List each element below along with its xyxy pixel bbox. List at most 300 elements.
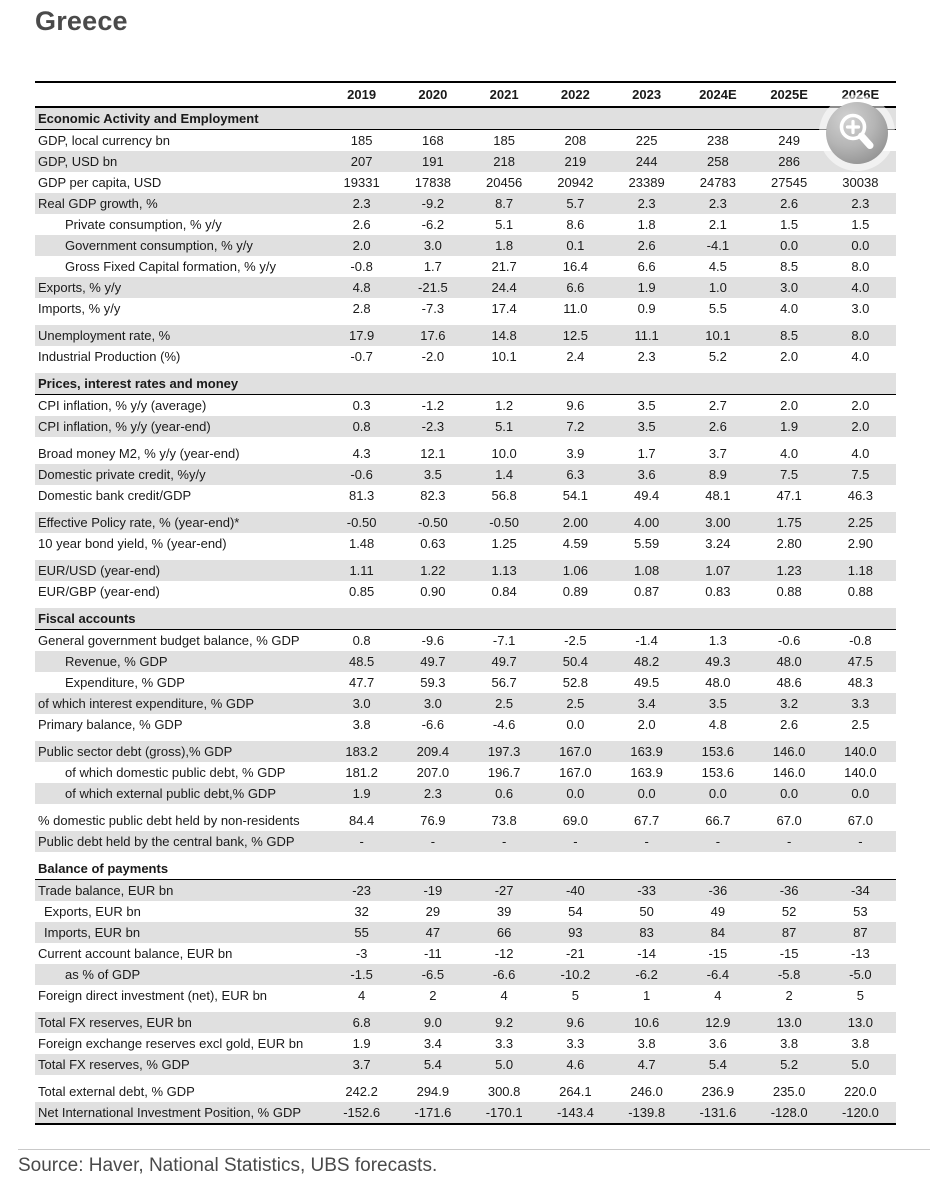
section-header-label: Economic Activity and Employment bbox=[35, 107, 896, 130]
value-cell: -6.6 bbox=[421, 717, 445, 732]
value-cell: -9.6 bbox=[421, 633, 445, 648]
row-label: as % of GDP bbox=[35, 964, 326, 985]
value-cell: 2.4 bbox=[566, 349, 585, 364]
statistics-table-container bbox=[35, 81, 896, 1125]
value-cell: 258 bbox=[682, 151, 753, 172]
value-cell: 8.5 bbox=[780, 259, 799, 274]
statistics-table bbox=[35, 81, 896, 1125]
value-cell: 3.8 bbox=[352, 717, 371, 732]
value-cell: -0.50 bbox=[397, 512, 468, 533]
value-cell: -6.2 bbox=[421, 217, 445, 232]
row-label: GDP, USD bn bbox=[35, 151, 326, 172]
value-cell: 67.0 bbox=[847, 813, 874, 828]
row-label: Imports, % y/y bbox=[38, 301, 121, 316]
section-header-label: Prices, interest rates and money bbox=[35, 373, 896, 395]
row-label: Exports, % y/y bbox=[35, 277, 326, 298]
value-cell: 87 bbox=[754, 922, 825, 943]
value-cell: 2.00 bbox=[540, 512, 611, 533]
value-cell: 0.0 bbox=[825, 783, 896, 804]
value-cell: 4.0 bbox=[780, 301, 799, 316]
value-cell: 1.25 bbox=[491, 536, 517, 551]
value-cell: 9.2 bbox=[469, 1012, 540, 1033]
header-spacer-cell bbox=[35, 82, 326, 107]
value-cell: 9.6 bbox=[566, 398, 585, 413]
value-cell: 30038 bbox=[842, 175, 879, 190]
value-cell: 4.0 bbox=[851, 446, 870, 461]
value-cell: 3.6 bbox=[611, 464, 682, 485]
value-cell: 1.23 bbox=[754, 560, 825, 581]
value-cell: 49.7 bbox=[397, 651, 468, 672]
row-label: Trade balance, EUR bn bbox=[35, 880, 326, 902]
value-cell: 197.3 bbox=[469, 741, 540, 762]
value-cell: 218 bbox=[469, 151, 540, 172]
value-cell: -6.4 bbox=[682, 964, 753, 985]
value-cell: 0.84 bbox=[491, 584, 517, 599]
value-cell: - bbox=[825, 831, 896, 852]
table-row bbox=[35, 1033, 896, 1054]
value-cell: 4.5 bbox=[708, 259, 727, 274]
value-cell: 3.5 bbox=[637, 398, 656, 413]
value-cell: 209.4 bbox=[397, 741, 468, 762]
value-cell: 0.8 bbox=[352, 633, 371, 648]
value-cell: 2.80 bbox=[776, 536, 802, 551]
value-cell: 1.9 bbox=[754, 416, 825, 437]
value-cell: -139.8 bbox=[611, 1102, 682, 1124]
value-cell: 1.07 bbox=[682, 560, 753, 581]
value-cell: 5.5 bbox=[708, 301, 727, 316]
value-cell: 2.0 bbox=[780, 398, 799, 413]
value-cell: 0.0 bbox=[611, 783, 682, 804]
value-cell: 3.5 bbox=[397, 464, 468, 485]
value-cell: 4.8 bbox=[326, 277, 397, 298]
table-row bbox=[35, 235, 896, 256]
table-row bbox=[35, 298, 896, 319]
year-header: 2022 bbox=[540, 82, 611, 107]
value-cell: -1.2 bbox=[421, 398, 445, 413]
table-row bbox=[35, 901, 896, 922]
value-cell: 2.7 bbox=[708, 398, 727, 413]
value-cell: -2.3 bbox=[397, 416, 468, 437]
value-cell: 5 bbox=[571, 988, 579, 1003]
value-cell: -0.8 bbox=[350, 259, 373, 274]
value-cell: 12.9 bbox=[682, 1012, 753, 1033]
value-cell: 0.88 bbox=[776, 584, 802, 599]
value-cell: 2.90 bbox=[847, 536, 874, 551]
value-cell: 1.4 bbox=[469, 464, 540, 485]
value-cell: 84 bbox=[682, 922, 753, 943]
value-cell: 2.0 bbox=[637, 717, 656, 732]
value-cell: 1.5 bbox=[780, 217, 799, 232]
value-cell: 13.0 bbox=[754, 1012, 825, 1033]
value-cell: 69.0 bbox=[562, 813, 589, 828]
value-cell: 13.0 bbox=[825, 1012, 896, 1033]
magnifier-plus-icon bbox=[826, 102, 888, 164]
value-cell: -0.7 bbox=[350, 349, 373, 364]
value-cell: 53 bbox=[853, 904, 868, 919]
row-label: % domestic public debt held by non-residents bbox=[38, 813, 300, 828]
value-cell: 39 bbox=[496, 904, 512, 919]
year-header: 2023 bbox=[611, 82, 682, 107]
value-cell: 2 bbox=[429, 988, 437, 1003]
value-cell: 163.9 bbox=[611, 741, 682, 762]
row-label: EUR/USD (year-end) bbox=[35, 560, 326, 581]
value-cell: 183.2 bbox=[326, 741, 397, 762]
value-cell: 7.5 bbox=[825, 464, 896, 485]
table-row bbox=[35, 741, 896, 762]
value-cell: 3.0 bbox=[397, 693, 468, 714]
value-cell: 0.3 bbox=[352, 398, 371, 413]
page-title: Greece bbox=[35, 6, 128, 36]
value-cell: 0.63 bbox=[420, 536, 446, 551]
value-cell: 24783 bbox=[699, 175, 736, 190]
value-cell: 3.4 bbox=[423, 1036, 442, 1051]
table-row bbox=[35, 810, 896, 831]
year-header: 2024E bbox=[682, 82, 753, 107]
value-cell: -11 bbox=[423, 946, 442, 961]
value-cell: 264.1 bbox=[559, 1084, 592, 1099]
value-cell: 242.2 bbox=[345, 1084, 378, 1099]
table-row bbox=[35, 1054, 896, 1075]
value-cell: 46.3 bbox=[847, 488, 874, 503]
value-cell: 238 bbox=[707, 133, 729, 148]
value-cell: 3.3 bbox=[825, 693, 896, 714]
value-cell: 48.3 bbox=[847, 675, 874, 690]
value-cell: 19331 bbox=[343, 175, 380, 190]
row-label: Effective Policy rate, % (year-end)* bbox=[35, 512, 326, 533]
row-label: Total FX reserves, % GDP bbox=[35, 1054, 326, 1075]
value-cell: -6.5 bbox=[397, 964, 468, 985]
table-row bbox=[35, 172, 896, 193]
value-cell: -34 bbox=[825, 880, 896, 902]
value-cell: 9.0 bbox=[397, 1012, 468, 1033]
value-cell: 1.22 bbox=[397, 560, 468, 581]
value-cell: 1.8 bbox=[469, 235, 540, 256]
value-cell: 2.6 bbox=[611, 235, 682, 256]
value-cell: -9.2 bbox=[397, 193, 468, 214]
table-row bbox=[35, 630, 896, 652]
value-cell: 300.8 bbox=[487, 1084, 521, 1099]
value-cell: -171.6 bbox=[397, 1102, 468, 1124]
value-cell: -1.4 bbox=[635, 633, 658, 648]
section-header-row bbox=[35, 608, 896, 630]
value-cell: 153.6 bbox=[701, 765, 735, 780]
value-cell: 191 bbox=[397, 151, 468, 172]
value-cell: 3.0 bbox=[754, 277, 825, 298]
row-label: Domestic private credit, %y/y bbox=[35, 464, 326, 485]
table-row bbox=[35, 964, 896, 985]
value-cell: 9.6 bbox=[540, 1012, 611, 1033]
value-cell: 0.0 bbox=[566, 717, 585, 732]
table-row bbox=[35, 762, 896, 783]
value-cell: 83 bbox=[611, 922, 682, 943]
value-cell: 5.1 bbox=[495, 217, 514, 232]
value-cell: 140.0 bbox=[844, 765, 877, 780]
value-cell: 2.3 bbox=[825, 193, 896, 214]
value-cell: 49.4 bbox=[633, 488, 660, 503]
value-cell: 244 bbox=[611, 151, 682, 172]
value-cell: -21 bbox=[565, 946, 585, 961]
value-cell: 1 bbox=[643, 988, 651, 1003]
value-cell: 5.4 bbox=[397, 1054, 468, 1075]
value-cell: -0.6 bbox=[326, 464, 397, 485]
value-cell: -13 bbox=[850, 946, 870, 961]
value-cell: 47 bbox=[397, 922, 468, 943]
table-row bbox=[35, 1012, 896, 1033]
value-cell: 185 bbox=[493, 133, 515, 148]
value-cell: 12.5 bbox=[540, 325, 611, 346]
value-cell: 5.2 bbox=[708, 349, 727, 364]
table-row bbox=[35, 831, 896, 852]
value-cell: 4.0 bbox=[780, 446, 799, 461]
value-cell: 3.5 bbox=[682, 693, 753, 714]
row-label: Current account balance, EUR bn bbox=[38, 946, 233, 961]
year-header: 2021 bbox=[469, 82, 540, 107]
table-row bbox=[35, 560, 896, 581]
value-cell: 0.0 bbox=[754, 235, 825, 256]
value-cell: 1.8 bbox=[637, 217, 656, 232]
value-cell: 3.7 bbox=[708, 446, 727, 461]
value-cell: 49.7 bbox=[469, 651, 540, 672]
value-cell: 3.3 bbox=[495, 1036, 514, 1051]
value-cell: 56.8 bbox=[491, 488, 517, 503]
value-cell: -23 bbox=[326, 880, 397, 902]
value-cell: 10.1 bbox=[491, 349, 517, 364]
value-cell: 0.0 bbox=[825, 235, 896, 256]
value-cell: 17838 bbox=[414, 175, 451, 190]
value-cell: 81.3 bbox=[348, 488, 375, 503]
value-cell: -0.8 bbox=[849, 633, 872, 648]
table-row bbox=[35, 485, 896, 506]
value-cell: 146.0 bbox=[772, 765, 806, 780]
value-cell: 167.0 bbox=[559, 765, 592, 780]
table-row bbox=[35, 464, 896, 485]
value-cell: 2.6 bbox=[352, 217, 371, 232]
source-note: Source: Haver, National Statistics, UBS forecasts. bbox=[18, 1155, 438, 1176]
year-header: 2025E bbox=[754, 82, 825, 107]
value-cell: -6.6 bbox=[469, 964, 540, 985]
value-cell: -131.6 bbox=[682, 1102, 753, 1124]
row-label: Foreign exchange reserves excl gold, EUR bn bbox=[38, 1036, 304, 1051]
value-cell: 2.5 bbox=[851, 717, 870, 732]
value-cell: 2.0 bbox=[326, 235, 397, 256]
value-cell: 1.7 bbox=[423, 259, 442, 274]
zoom-in-button[interactable] bbox=[826, 102, 888, 164]
value-cell: -33 bbox=[611, 880, 682, 902]
value-cell: -7.1 bbox=[492, 633, 516, 648]
value-cell: 8.0 bbox=[825, 325, 896, 346]
value-cell: 225 bbox=[635, 133, 658, 148]
value-cell: -128.0 bbox=[754, 1102, 825, 1124]
value-cell: 236.9 bbox=[701, 1084, 735, 1099]
value-cell: 0.88 bbox=[847, 584, 874, 599]
value-cell: 2.6 bbox=[682, 416, 753, 437]
value-cell: - bbox=[540, 831, 611, 852]
value-cell: 12.1 bbox=[420, 446, 446, 461]
value-cell: -5.8 bbox=[754, 964, 825, 985]
value-cell: -0.50 bbox=[469, 512, 540, 533]
value-cell: 87 bbox=[825, 922, 896, 943]
value-cell: 2.0 bbox=[825, 416, 896, 437]
section-header-row bbox=[35, 373, 896, 395]
value-cell: 67.7 bbox=[633, 813, 660, 828]
row-label: Exports, EUR bn bbox=[44, 904, 141, 919]
table-row bbox=[35, 533, 896, 554]
value-cell: -21.5 bbox=[397, 277, 468, 298]
value-cell: 49 bbox=[710, 904, 726, 919]
table-row bbox=[35, 943, 896, 964]
value-cell: 0.6 bbox=[469, 783, 540, 804]
value-cell: 3.8 bbox=[780, 1036, 799, 1051]
value-cell: 5.7 bbox=[540, 193, 611, 214]
value-cell: 4.59 bbox=[562, 536, 589, 551]
value-cell: 24.4 bbox=[469, 277, 540, 298]
value-cell: 1.5 bbox=[851, 217, 870, 232]
value-cell: 11.1 bbox=[611, 325, 682, 346]
table-row bbox=[35, 395, 896, 417]
value-cell: 2 bbox=[785, 988, 793, 1003]
value-cell: 3.2 bbox=[754, 693, 825, 714]
value-cell: 3.7 bbox=[326, 1054, 397, 1075]
value-cell: -4.1 bbox=[682, 235, 753, 256]
value-cell: 207 bbox=[326, 151, 397, 172]
value-cell: 66 bbox=[469, 922, 540, 943]
value-cell: 1.13 bbox=[469, 560, 540, 581]
value-cell: 54 bbox=[568, 904, 583, 919]
table-row bbox=[35, 443, 896, 464]
section-header-label: Fiscal accounts bbox=[35, 608, 896, 630]
row-label: Unemployment rate, % bbox=[35, 325, 326, 346]
value-cell: 4.00 bbox=[611, 512, 682, 533]
row-label: Government consumption, % y/y bbox=[35, 235, 326, 256]
value-cell: 55 bbox=[326, 922, 397, 943]
value-cell: 1.9 bbox=[611, 277, 682, 298]
value-cell: 4.0 bbox=[851, 349, 870, 364]
value-cell: 8.5 bbox=[754, 325, 825, 346]
row-label: 10 year bond yield, % (year-end) bbox=[38, 536, 227, 551]
value-cell: 67.0 bbox=[776, 813, 802, 828]
value-cell: 4.7 bbox=[611, 1054, 682, 1075]
value-cell: 208 bbox=[564, 133, 587, 148]
value-cell: 3.3 bbox=[566, 1036, 585, 1051]
row-label: Total FX reserves, EUR bn bbox=[35, 1012, 326, 1033]
value-cell: 4 bbox=[358, 988, 366, 1003]
row-label: Domestic bank credit/GDP bbox=[38, 488, 192, 503]
value-cell: 3.0 bbox=[326, 693, 397, 714]
value-cell: -6.2 bbox=[611, 964, 682, 985]
row-label: Real GDP growth, % bbox=[35, 193, 326, 214]
value-cell: -19 bbox=[397, 880, 468, 902]
value-cell: 3.24 bbox=[705, 536, 731, 551]
value-cell: 294.9 bbox=[416, 1084, 450, 1099]
value-cell: 0.89 bbox=[562, 584, 589, 599]
value-cell: 2.25 bbox=[825, 512, 896, 533]
value-cell: 207.0 bbox=[416, 765, 450, 780]
value-cell: 49.3 bbox=[682, 651, 753, 672]
row-label: Primary balance, % GDP bbox=[38, 717, 183, 732]
value-cell: 2.0 bbox=[851, 398, 870, 413]
value-cell: 47.5 bbox=[825, 651, 896, 672]
value-cell: -15 bbox=[708, 946, 728, 961]
value-cell: 14.8 bbox=[469, 325, 540, 346]
value-cell: 50 bbox=[639, 904, 654, 919]
value-cell: - bbox=[754, 831, 825, 852]
row-label: Public debt held by the central bank, % GDP bbox=[35, 831, 326, 852]
value-cell: 0.87 bbox=[633, 584, 660, 599]
table-header-row bbox=[35, 82, 896, 107]
value-cell: 163.9 bbox=[630, 765, 663, 780]
year-header: 2026E bbox=[825, 82, 896, 107]
row-label: of which external public debt,% GDP bbox=[35, 783, 326, 804]
value-cell: 20456 bbox=[486, 175, 523, 190]
value-cell: -0.50 bbox=[326, 512, 397, 533]
value-cell: -5.0 bbox=[825, 964, 896, 985]
row-label: Broad money M2, % y/y (year-end) bbox=[38, 446, 240, 461]
value-cell: -3 bbox=[355, 946, 368, 961]
value-cell: -40 bbox=[540, 880, 611, 902]
table-row bbox=[35, 783, 896, 804]
value-cell: 5.59 bbox=[633, 536, 660, 551]
row-label: Expenditure, % GDP bbox=[65, 675, 185, 690]
value-cell: 235.0 bbox=[772, 1084, 806, 1099]
value-cell: 5.0 bbox=[825, 1054, 896, 1075]
value-cell: 21.7 bbox=[491, 259, 517, 274]
value-cell: 2.3 bbox=[326, 193, 397, 214]
value-cell: 3.6 bbox=[708, 1036, 727, 1051]
value-cell: 23389 bbox=[628, 175, 665, 190]
table-row bbox=[35, 651, 896, 672]
value-cell: 8.9 bbox=[682, 464, 753, 485]
value-cell: 168 bbox=[422, 133, 444, 148]
table-row bbox=[35, 277, 896, 298]
row-label: EUR/GBP (year-end) bbox=[38, 584, 160, 599]
value-cell: 249 bbox=[778, 133, 800, 148]
value-cell: 5.1 bbox=[469, 416, 540, 437]
value-cell: 52 bbox=[781, 904, 797, 919]
row-label: Total external debt, % GDP bbox=[38, 1084, 195, 1099]
value-cell: 17.6 bbox=[397, 325, 468, 346]
table-row bbox=[35, 416, 896, 437]
value-cell: 1.48 bbox=[348, 536, 375, 551]
value-cell: 49.5 bbox=[633, 675, 660, 690]
value-cell: -15 bbox=[779, 946, 799, 961]
value-cell: -2.0 bbox=[421, 349, 445, 364]
row-label: General government budget balance, % GDP bbox=[38, 633, 300, 648]
value-cell: -36 bbox=[754, 880, 825, 902]
value-cell: 84.4 bbox=[348, 813, 375, 828]
value-cell: 17.9 bbox=[326, 325, 397, 346]
value-cell: 8.0 bbox=[851, 259, 870, 274]
value-cell: 2.3 bbox=[637, 349, 656, 364]
value-cell: 0.0 bbox=[682, 783, 753, 804]
value-cell: 27545 bbox=[771, 175, 808, 190]
row-label: Foreign direct investment (net), EUR bn bbox=[38, 988, 268, 1003]
value-cell: 3.8 bbox=[637, 1036, 656, 1051]
value-cell: 48.0 bbox=[754, 651, 825, 672]
row-label: of which interest expenditure, % GDP bbox=[35, 693, 326, 714]
row-label: GDP, local currency bn bbox=[38, 133, 170, 148]
value-cell: 17.4 bbox=[491, 301, 517, 316]
value-cell: 10.1 bbox=[682, 325, 753, 346]
value-cell: 4.0 bbox=[825, 277, 896, 298]
value-cell: 3.8 bbox=[851, 1036, 870, 1051]
value-cell: 6.6 bbox=[637, 259, 656, 274]
value-cell: - bbox=[469, 831, 540, 852]
value-cell: -152.6 bbox=[326, 1102, 397, 1124]
value-cell: 1.7 bbox=[637, 446, 656, 461]
table-row bbox=[35, 693, 896, 714]
value-cell: 1.18 bbox=[825, 560, 896, 581]
value-cell: 219 bbox=[540, 151, 611, 172]
